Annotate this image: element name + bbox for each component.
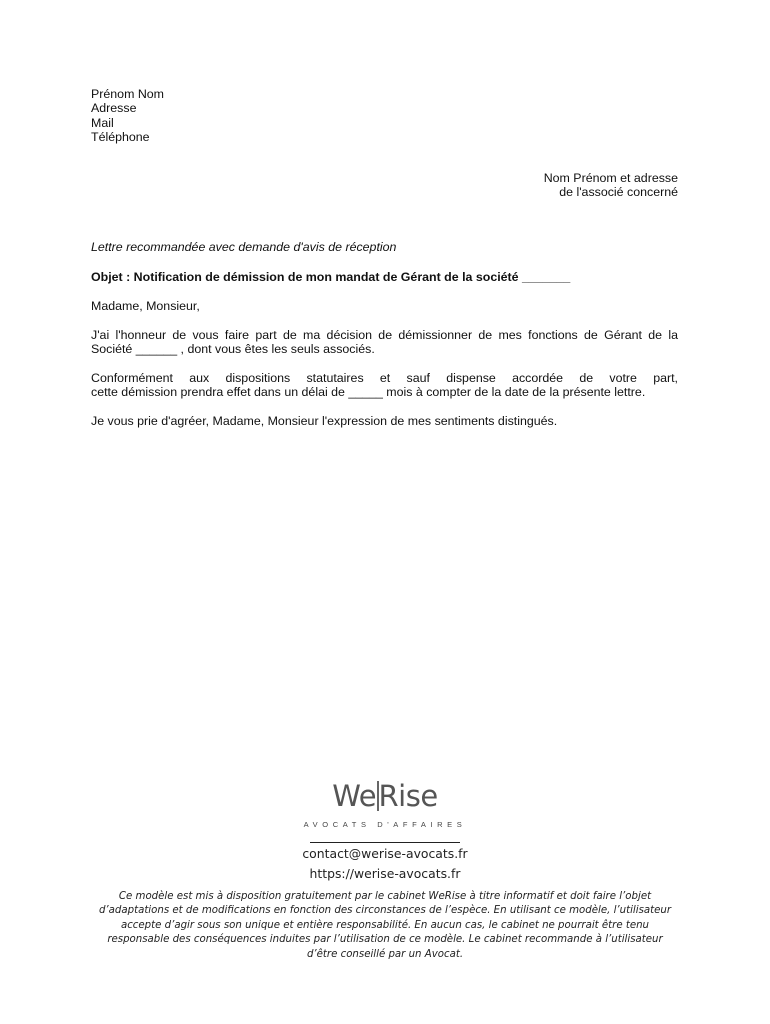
letter-subject: Objet : Notification de démission de mon mandat de Gérant de la société _______ — [91, 270, 571, 284]
paragraph-line: Je vous prie d'agréer, Madame, Monsieur l'expression de mes sentiments distingués. — [91, 414, 558, 428]
paragraph-closing — [91, 414, 678, 428]
contact-website[interactable]: https://werise-avocats.fr — [309, 865, 461, 881]
disclaimer-line: d’adaptations et de modifications en fonction des circonstances de l’espèce. En utilisant ce modèle, l’utilisateur — [98, 905, 672, 917]
paragraph-line: J'ai l'honneur de vous faire part de ma décision de démissionner de mes fonctions de Gérant de la — [91, 328, 678, 342]
paragraph-effective-date — [91, 371, 678, 400]
werise-logo — [304, 780, 467, 832]
paragraph-line: Conformément aux dispositions statutaires et sauf dispense accordée de votre part, — [91, 371, 678, 385]
disclaimer-line: Ce modèle est mis à disposition gratuitement par le cabinet WeRise à titre informatif et doit faire l’objet — [118, 891, 652, 902]
sender-mail: Mail — [91, 115, 114, 130]
sender-address: Adresse — [91, 101, 137, 116]
paragraph-line: Société ______ , dont vous êtes les seuls associés. — [91, 342, 375, 357]
disclaimer-line: responsable des conséquences induites par l’utilisation de ce modèle. Le cabinet recommande à l’utilisateur — [107, 934, 663, 946]
footer-divider — [310, 842, 460, 843]
contact-email[interactable]: contact@werise-avocats.fr — [302, 846, 468, 862]
delivery-mode: Lettre recommandée avec demande d'avis de réception — [91, 240, 397, 254]
logo-part-we: We — [332, 779, 377, 813]
logo-wordmark — [304, 780, 467, 812]
sender-block — [91, 87, 164, 145]
sender-name: Prénom Nom — [91, 87, 164, 101]
logo-part-rise: Rise — [378, 779, 438, 813]
logo-tagline: AVOCATS D'AFFAIRES — [303, 820, 467, 829]
salutation: Madame, Monsieur, — [91, 299, 200, 313]
recipient-line-1: Nom Prénom et adresse — [543, 171, 678, 185]
paragraph-resignation — [91, 328, 678, 357]
disclaimer — [88, 890, 682, 962]
footer — [0, 780, 770, 882]
paragraph-line: cette démission prendra effet dans un délai de _____ mois à compter de la date de la présente lettre. — [91, 385, 646, 400]
disclaimer-line: accepte d’agir sous son unique et entière responsabilité. En aucun cas, le cabinet ne pourrait être tenu — [120, 919, 650, 931]
recipient-block — [544, 171, 678, 200]
recipient-line-2: de l'associé concerné — [559, 185, 678, 200]
disclaimer-line: d’être conseillé par un Avocat. — [306, 948, 464, 960]
sender-phone: Téléphone — [91, 130, 150, 145]
